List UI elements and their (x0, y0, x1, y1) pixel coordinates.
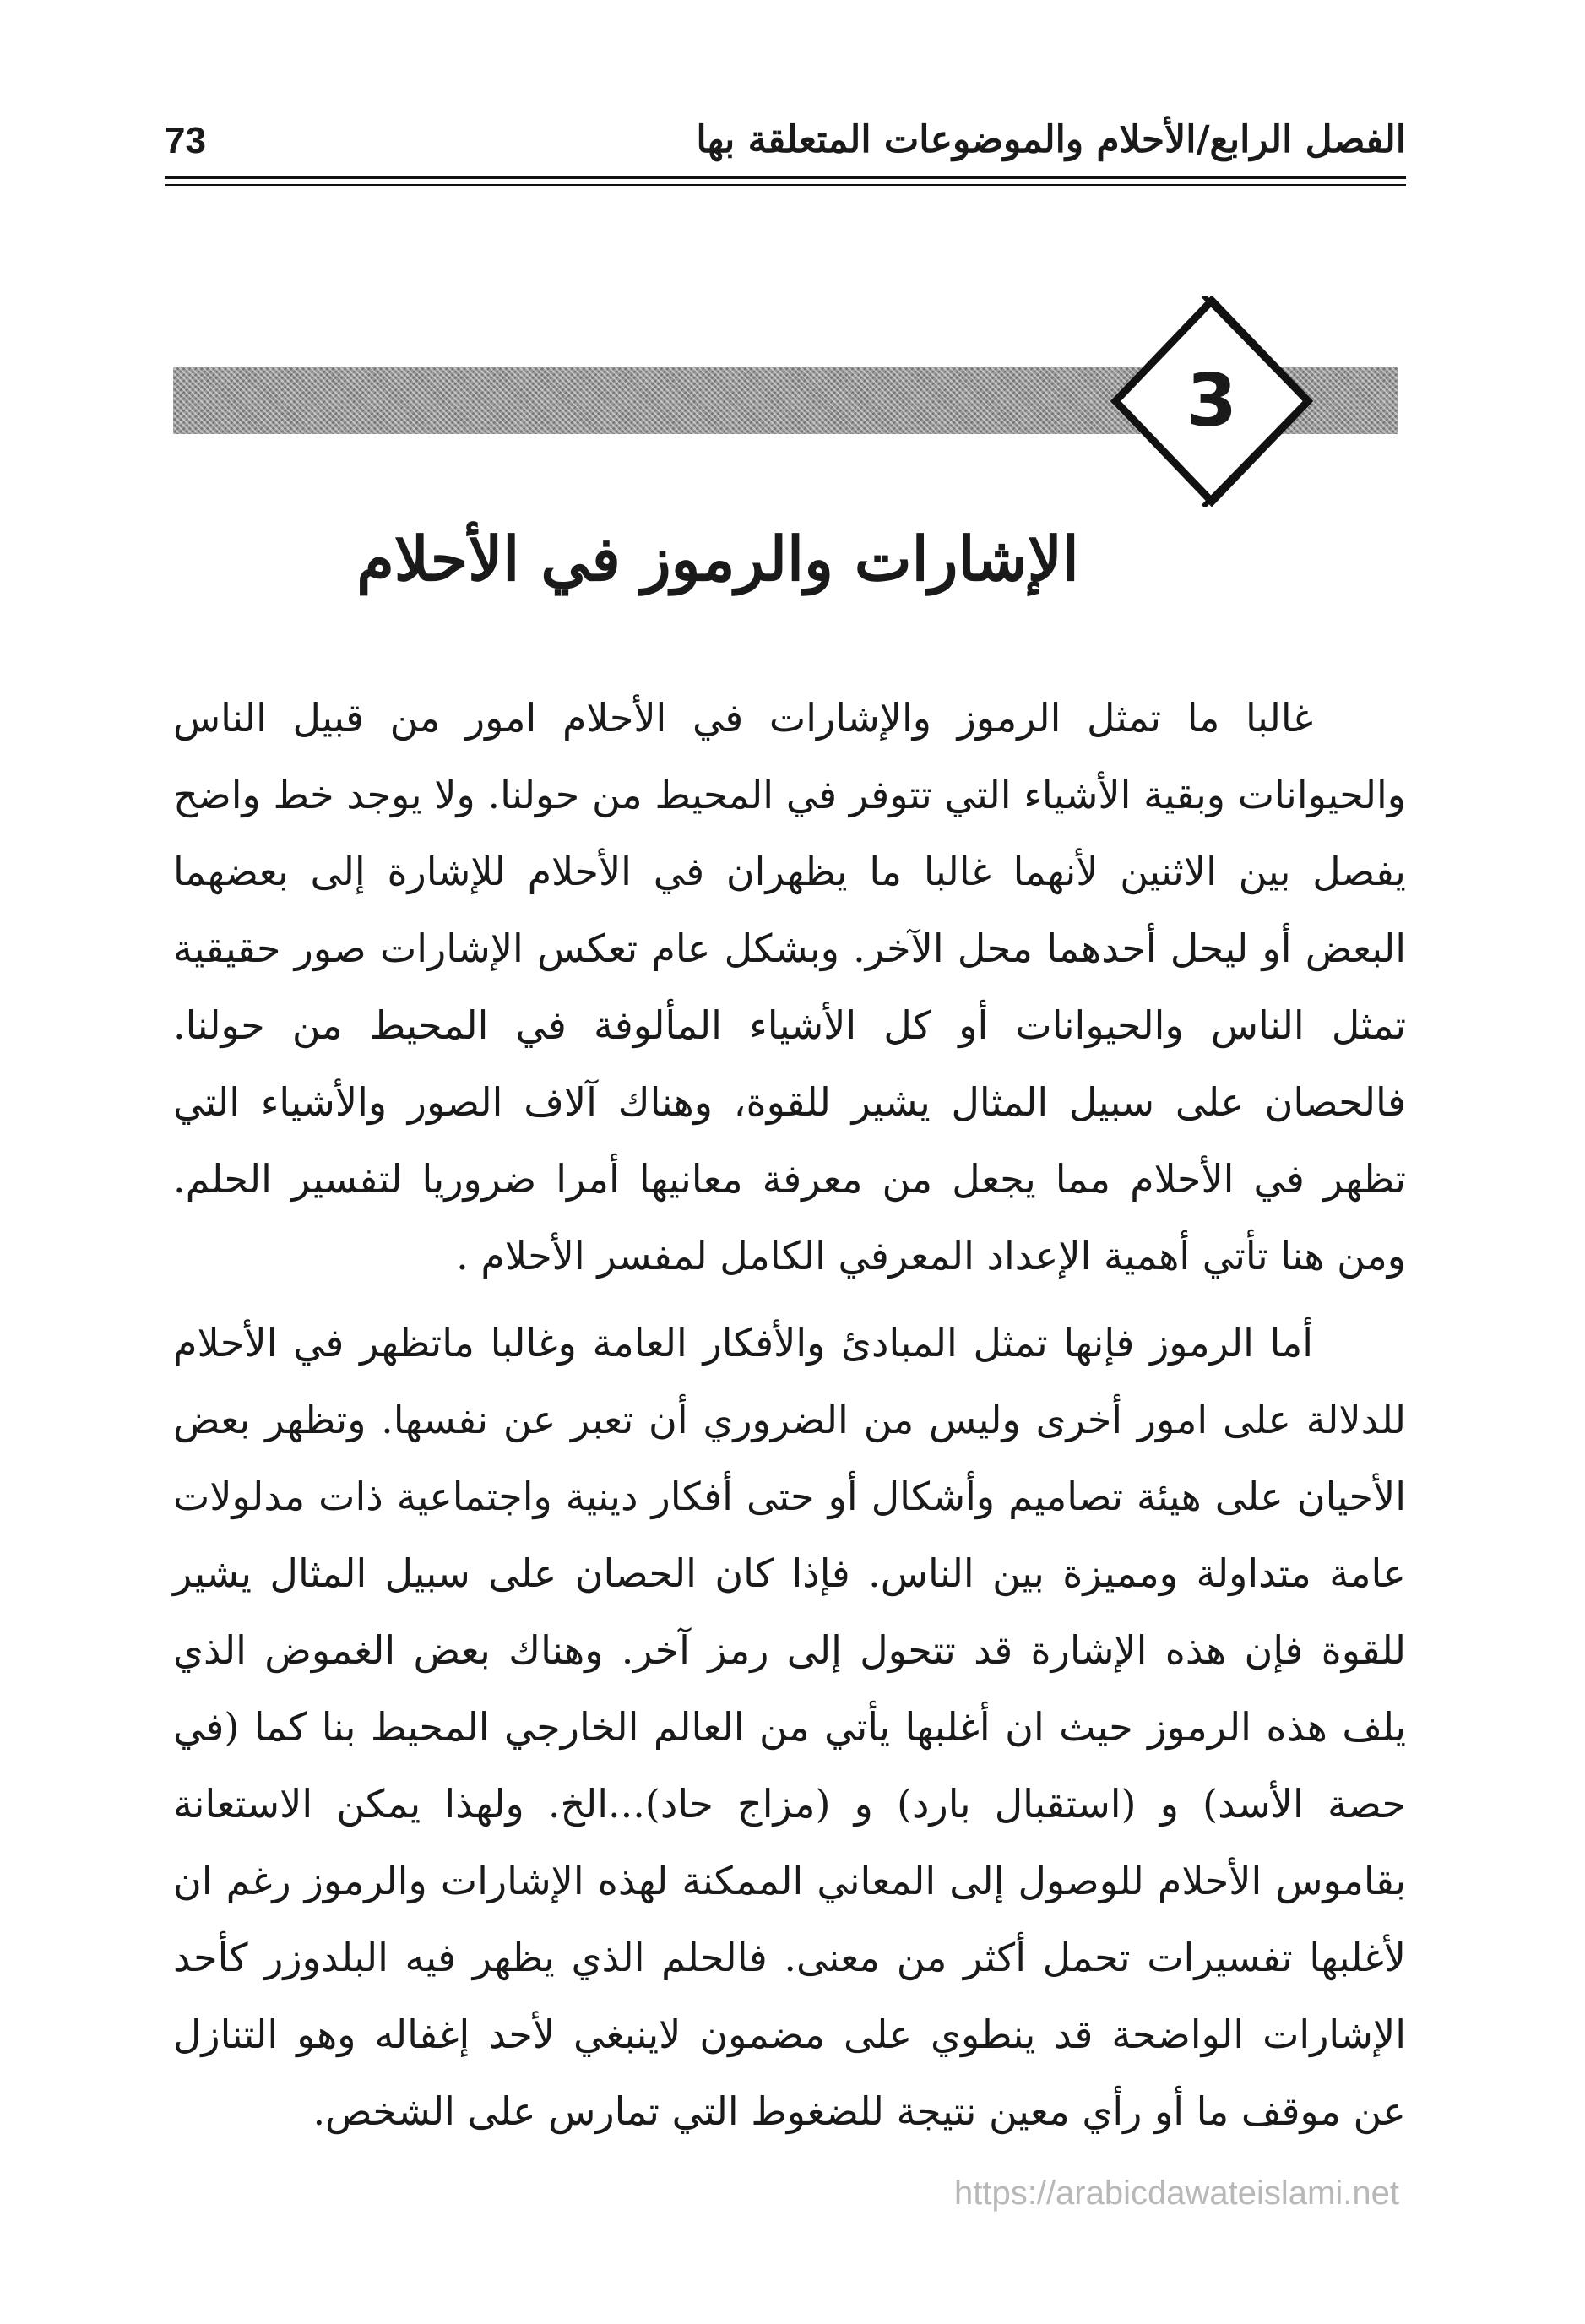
chapter-number: 3 (1186, 359, 1237, 443)
header-rule (165, 176, 1406, 179)
page-number: 73 (165, 120, 206, 161)
paragraph-text: غالبا ما تمثل الرموز والإشارات في الأحلام امور من قبيل الناس والحيوانات وبقية الأشياء التي تتوفر في المحيط من حولنا. ولا يوجد خط واضح يفصل بين الاثنين لأنهما غالبا ما يظهران في الأحلام للإشارة إلى بعضهما البعض أو ليحل أحدهما محل الآخر. وبشكل عام تعكس الإشارات صور حقيقية تمثل الناس والحيوانات أو كل الأشياء المألوفة في المحيط من حولنا. فالحصان على سبيل المثال يشير للقوة، وهناك آلاف الصور والأشياء التي تظهر في الأحلام مما يجعل من معرفة معانيها أمرا ضروريا لتفسير الحلم. ومن هنا تأتي أهمية الإعداد المعرفي الكامل لمفسر الأحلام . (173, 695, 1406, 1279)
section-title: الإشارات والرموز في الأحلام (356, 523, 1079, 595)
body-paragraph-2 (173, 1305, 1406, 2150)
body-paragraph-1 (173, 680, 1406, 1295)
header-rule-thin (165, 184, 1406, 186)
watermark-url: https://arabicdawateislami.net (954, 2175, 1399, 2212)
paragraph-text: أما الرموز فإنها تمثل المبادئ والأفكار العامة وغالبا ماتظهر في الأحلام للدلالة على امور أخرى وليس من الضروري أن تعبر عن نفسها. وتظهر بعض الأحيان على هيئة تصاميم وأشكال أو حتى أفكار دينية واجتماعية ذات مدلولات عامة متداولة ومميزة بين الناس. فإذا كان الحصان على سبيل المثال يشير للقوة فإن هذه الإشارة قد تتحول إلى رمز آخر. وهناك بعض الغموض الذي يلف هذه الرموز حيث ان أغلبها يأتي من العالم الخارجي المحيط بنا كما (في حصة الأسد) و (استقبال بارد) و (مزاج حاد)...الخ. ولهذا يمكن الاستعانة بقاموس الأحلام للوصول إلى المعاني الممكنة لهذه الإشارات والرموز رغم ان لأغلبها تفسيرات تحمل أكثر من معنى. فالحلم الذي يظهر فيه البلدوزر كأحد الإشارات الواضحة قد ينطوي على مضمون لاينبغي لأحد إغفاله وهو التنازل عن موقف ما أو رأي معين نتيجة للضغوط التي تمارس على الشخص. (173, 1320, 1406, 2134)
header-title: الفصل الرابع/الأحلام والموضوعات المتعلقة بها (696, 118, 1406, 161)
running-header (165, 118, 1406, 169)
